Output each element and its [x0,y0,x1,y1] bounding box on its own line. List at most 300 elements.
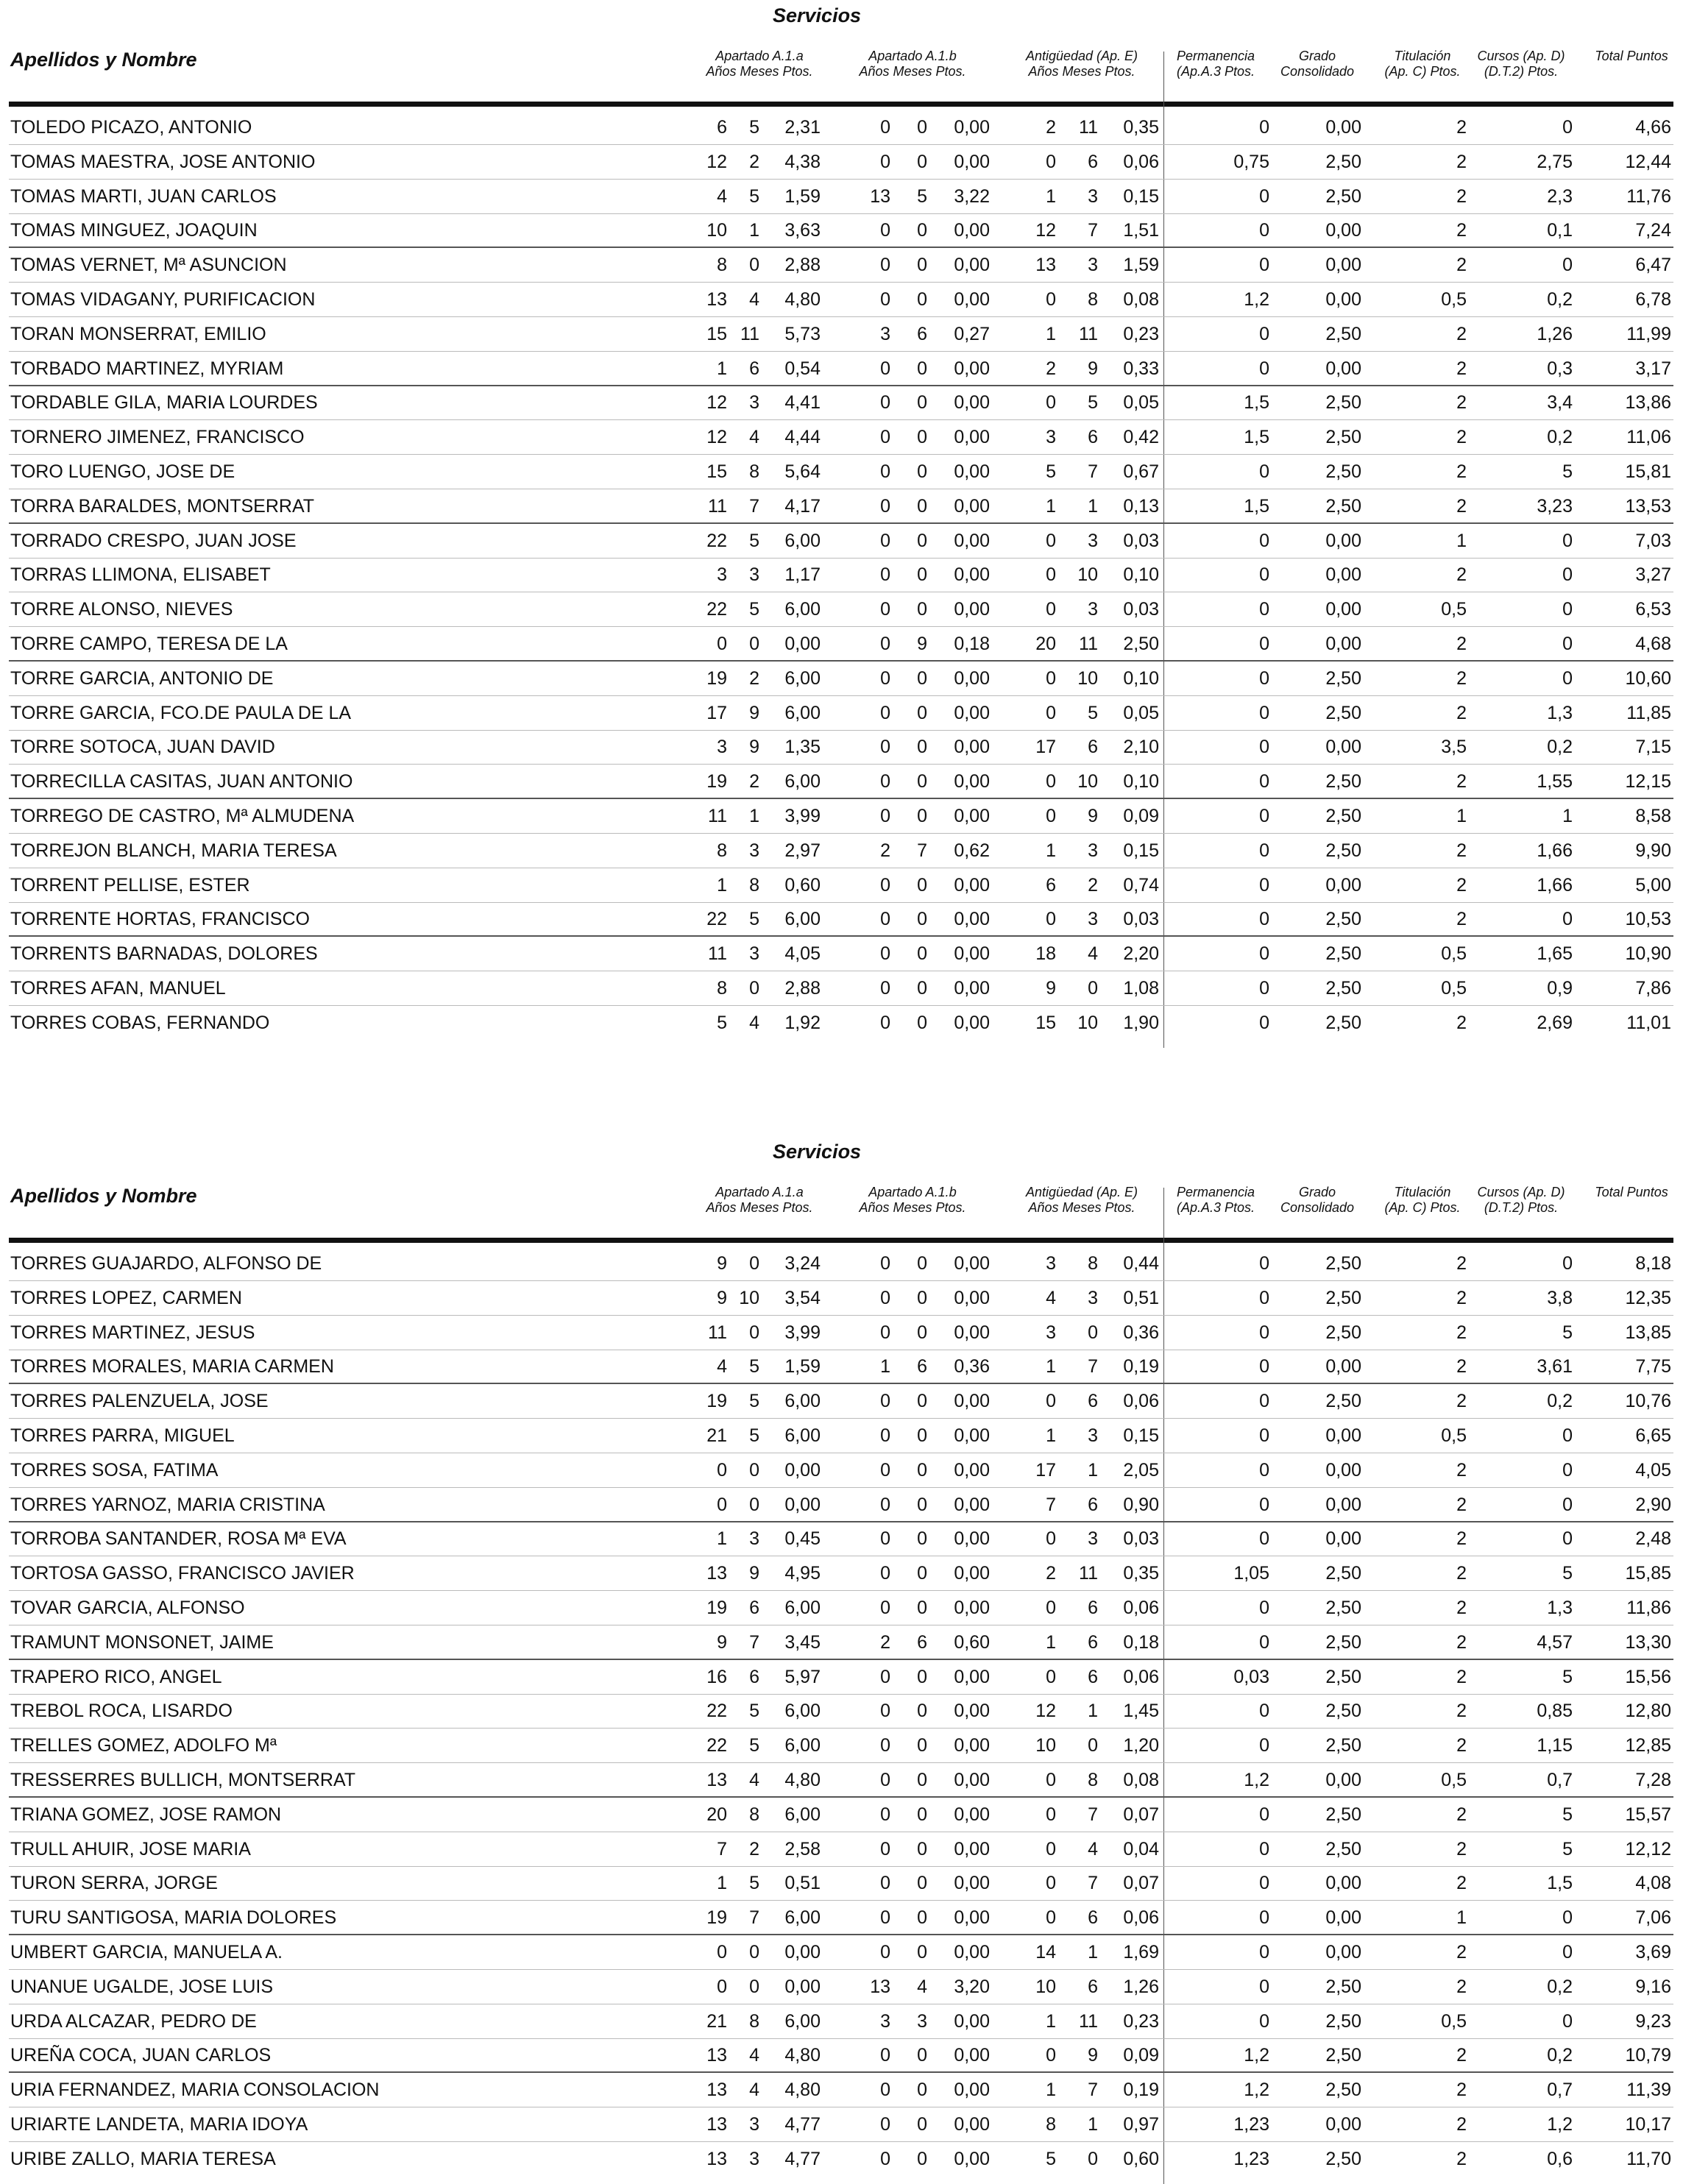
a1b-points: 0,00 [954,1528,990,1550]
permanencia-points: 0 [1259,943,1269,965]
a1a-years: 22 [706,530,727,551]
grado-consolidado: 2,50 [1325,1976,1361,1997]
person-name: TURON SERRA, JORGE [10,1873,218,1894]
a1b-months: 0 [917,2080,927,2101]
a1b-points: 0,00 [954,1770,990,1790]
cursos-points: 0 [1562,117,1573,138]
a1a-months: 0 [749,1253,759,1274]
table-row [0,1453,1683,1488]
antiguedad-points: 0,23 [1123,323,1159,344]
antiguedad-years: 0 [1046,1838,1056,1859]
a1a-points: 2,88 [784,978,821,999]
a1a-months: 3 [749,1528,759,1550]
person-name: TORRE ALONSO, NIEVES [10,599,233,620]
a1b-years: 2 [880,1631,890,1653]
antiguedad-points: 0,08 [1123,1770,1159,1790]
person-name: TORREJON BLANCH, MARIA TERESA [10,840,337,861]
a1a-months: 3 [749,2114,759,2135]
permanencia-points: 0 [1259,2010,1269,2032]
antiguedad-years: 10 [1035,1735,1056,1756]
a1b-years: 0 [880,874,890,896]
total-points: 15,56 [1625,1666,1671,1687]
antiguedad-points: 2,50 [1123,634,1159,654]
cursos-points: 5 [1562,1838,1573,1859]
a1a-points: 0,00 [784,1459,821,1481]
a1a-points: 4,80 [784,2045,821,2066]
titulacion-points: 2 [1456,461,1467,482]
antiguedad-points: 1,59 [1123,255,1159,276]
a1b-points: 0,00 [954,255,990,276]
titulacion-points: 2 [1456,1804,1467,1825]
a1a-months: 8 [749,1804,759,1825]
permanencia-points: 0 [1259,806,1269,826]
total-points: 15,85 [1625,1563,1671,1584]
table-row [0,213,1683,248]
titulacion-points: 2 [1456,874,1467,896]
antiguedad-years: 0 [1046,1666,1056,1687]
a1b-years: 0 [880,737,890,758]
a1b-points: 0,00 [954,2010,990,2032]
a1b-points: 0,00 [954,978,990,999]
permanencia-points: 0 [1259,874,1269,896]
antiguedad-months: 9 [1088,806,1098,826]
a1a-years: 19 [706,1598,727,1618]
a1a-points: 0,00 [784,1494,821,1515]
cursos-points: 3,8 [1547,1287,1573,1308]
table-row [0,1935,1683,1970]
antiguedad-points: 0,15 [1123,185,1159,207]
cursos-points: 1,66 [1537,874,1573,896]
person-name: TORRE SOTOCA, JUAN DAVID [10,737,275,758]
person-name: TORRES GUAJARDO, ALFONSO DE [10,1253,322,1274]
header-grado-line: Grado [1298,1185,1336,1199]
a1a-points: 1,59 [784,1356,821,1378]
antiguedad-months: 8 [1088,1770,1098,1790]
grado-consolidado: 0,00 [1325,289,1361,310]
cursos-points: 0,7 [1547,1770,1573,1790]
cursos-points: 1,26 [1537,323,1573,344]
total-points: 10,76 [1625,1391,1671,1412]
a1a-points: 4,80 [784,2080,821,2101]
titulacion-points: 2 [1456,840,1467,861]
a1a-years: 1 [717,1873,727,1894]
antiguedad-points: 1,51 [1123,220,1159,241]
header-a1a-line: Apartado A.1.a [715,1185,804,1199]
a1b-points: 0,00 [954,599,990,620]
grado-consolidado: 2,50 [1325,702,1361,723]
a1b-years: 3 [880,2010,890,2032]
cursos-points: 0 [1562,564,1573,586]
total-points: 7,86 [1635,978,1671,999]
antiguedad-years: 0 [1046,392,1056,414]
a1a-years: 22 [706,1735,727,1756]
antiguedad-months: 11 [1079,634,1098,654]
total-points: 9,16 [1635,1976,1671,1997]
permanencia-points: 0 [1259,564,1269,586]
a1a-years: 1 [717,1528,727,1550]
antiguedad-months: 5 [1088,392,1098,414]
a1b-years: 0 [880,634,890,654]
a1a-points: 1,35 [784,737,821,758]
a1a-points: 3,45 [784,1631,821,1653]
total-points: 11,06 [1626,427,1671,448]
grado-consolidado: 2,50 [1325,771,1361,793]
a1a-points: 4,44 [784,427,821,448]
grado-consolidado: 2,50 [1325,495,1361,517]
antiguedad-years: 5 [1046,2148,1056,2169]
titulacion-points: 2 [1456,1322,1467,1343]
a1a-points: 0,45 [784,1528,821,1550]
grado-consolidado: 2,50 [1325,2080,1361,2101]
a1a-months: 2 [749,1838,759,1859]
a1a-years: 4 [717,185,727,207]
antiguedad-years: 0 [1046,702,1056,723]
antiguedad-years: 0 [1046,771,1056,793]
grado-consolidado: 2,50 [1325,667,1361,689]
permanencia-points: 0,03 [1233,1666,1269,1687]
person-name: TORBADO MARTINEZ, MYRIAM [10,358,284,379]
a1b-months: 0 [917,1563,927,1584]
antiguedad-points: 0,60 [1123,2148,1159,2169]
cursos-points: 5 [1562,461,1573,482]
person-name: TORRES PARRA, MIGUEL [10,1425,235,1446]
cursos-points: 1,3 [1547,1598,1573,1618]
table-row [0,2038,1683,2073]
antiguedad-years: 2 [1046,117,1056,138]
antiguedad-points: 0,74 [1123,874,1159,896]
grado-consolidado: 2,50 [1325,1287,1361,1308]
header-grado-line: Consolidado [1280,1200,1355,1215]
header-a1a-line: Años Meses Ptos. [706,64,813,79]
a1a-months: 5 [749,1701,759,1722]
a1b-months: 0 [917,427,927,448]
permanencia-points: 0 [1259,702,1269,723]
total-points: 8,58 [1635,806,1671,826]
permanencia-points: 0 [1259,530,1269,551]
a1b-years: 0 [880,1942,890,1963]
a1b-points: 0,00 [954,289,990,310]
cursos-points: 1,15 [1537,1735,1573,1756]
cursos-points: 3,23 [1537,495,1573,517]
grado-consolidado: 2,50 [1325,978,1361,999]
a1b-months: 0 [917,1907,927,1929]
antiguedad-years: 12 [1035,1701,1056,1722]
cursos-points: 0 [1562,1459,1573,1481]
person-name: TORRES YARNOZ, MARIA CRISTINA [10,1494,325,1515]
table-row [0,1625,1683,1660]
antiguedad-years: 0 [1046,1770,1056,1790]
total-points: 4,66 [1635,117,1671,138]
grado-consolidado: 2,50 [1325,392,1361,414]
person-name: TRIANA GOMEZ, JOSE RAMON [10,1804,282,1825]
cursos-points: 0 [1562,1907,1573,1929]
total-points: 6,47 [1635,255,1671,276]
grado-consolidado: 2,50 [1325,2148,1361,2169]
a1b-points: 0,00 [954,151,990,172]
titulacion-points: 2 [1456,1528,1467,1550]
permanencia-points: 0 [1259,1425,1269,1446]
a1a-points: 3,24 [784,1253,821,1274]
a1b-years: 1 [880,1356,890,1378]
antiguedad-months: 8 [1088,1253,1098,1274]
table-row [0,1316,1683,1350]
total-points: 13,30 [1625,1631,1671,1653]
a1b-years: 0 [880,1528,890,1550]
a1b-months: 6 [917,1631,927,1653]
a1b-months: 0 [917,806,927,826]
grado-consolidado: 0,00 [1325,1942,1361,1963]
antiguedad-months: 3 [1088,909,1098,930]
cursos-points: 0,2 [1547,1976,1573,1997]
antiguedad-months: 6 [1088,1598,1098,1618]
table-section [0,0,1683,1045]
cursos-points: 5 [1562,1666,1573,1687]
titulacion-points: 2 [1456,564,1467,586]
a1b-points: 0,00 [954,1942,990,1963]
a1b-points: 0,00 [954,874,990,896]
person-name: TORNERO JIMENEZ, FRANCISCO [10,427,305,448]
antiguedad-points: 0,07 [1123,1873,1159,1894]
antiguedad-months: 11 [1079,323,1098,344]
total-points: 13,53 [1625,495,1671,517]
antiguedad-years: 2 [1046,358,1056,379]
a1a-years: 0 [717,1459,727,1481]
a1b-points: 3,20 [954,1976,990,1997]
antiguedad-points: 2,10 [1123,737,1159,758]
a1a-months: 7 [749,1907,759,1929]
titulacion-points: 2 [1456,1701,1467,1722]
a1b-months: 0 [917,151,927,172]
antiguedad-months: 11 [1079,2010,1098,2032]
permanencia-points: 0 [1259,1907,1269,1929]
grado-consolidado: 0,00 [1325,1907,1361,1929]
antiguedad-years: 1 [1046,2080,1056,2101]
antiguedad-months: 10 [1077,667,1098,689]
cursos-points: 0,3 [1547,358,1573,379]
person-name: TORRA BARALDES, MONTSERRAT [10,495,315,517]
table-row [0,1522,1683,1556]
a1b-years: 0 [880,2114,890,2135]
a1a-years: 8 [717,978,727,999]
antiguedad-points: 0,51 [1123,1287,1159,1308]
a1b-years: 0 [880,1666,890,1687]
titulacion-points: 2 [1456,1838,1467,1859]
titulacion-points: 2 [1456,427,1467,448]
permanencia-points: 0 [1259,1459,1269,1481]
a1b-years: 0 [880,943,890,965]
a1b-points: 0,00 [954,1666,990,1687]
a1a-points: 0,60 [784,874,821,896]
a1b-points: 0,00 [954,1253,990,1274]
antiguedad-points: 0,67 [1123,461,1159,482]
total-points: 7,24 [1635,220,1671,241]
antiguedad-points: 0,05 [1123,392,1159,414]
a1b-points: 0,00 [954,1873,990,1894]
grado-consolidado: 2,50 [1325,1631,1361,1653]
antiguedad-years: 20 [1035,634,1056,654]
a1b-years: 0 [880,1838,890,1859]
a1a-points: 6,00 [784,1391,821,1412]
antiguedad-months: 6 [1088,427,1098,448]
titulacion-points: 2 [1456,1494,1467,1515]
antiguedad-years: 0 [1046,599,1056,620]
a1a-months: 3 [749,564,759,586]
permanencia-points: 0 [1259,255,1269,276]
grado-consolidado: 0,00 [1325,220,1361,241]
a1b-months: 0 [917,874,927,896]
total-points: 7,06 [1635,1907,1671,1929]
person-name: TORO LUENGO, JOSE DE [10,461,235,482]
antiguedad-months: 3 [1088,255,1098,276]
person-name: TOMAS VIDAGANY, PURIFICACION [10,289,316,310]
grado-consolidado: 2,50 [1325,1598,1361,1618]
a1a-years: 9 [717,1253,727,1274]
antiguedad-years: 1 [1046,185,1056,207]
cursos-points: 0,85 [1537,1701,1573,1722]
antiguedad-years: 2 [1046,1563,1056,1584]
a1a-years: 15 [706,323,727,344]
permanencia-points: 0 [1259,1287,1269,1308]
a1a-months: 8 [749,874,759,896]
table-row [0,1866,1683,1901]
titulacion-points: 0,5 [1441,289,1467,310]
a1b-months: 0 [917,1322,927,1343]
a1b-months: 0 [917,943,927,965]
person-name: TRULL AHUIR, JOSE MARIA [10,1838,251,1859]
antiguedad-points: 0,08 [1123,289,1159,310]
a1a-points: 4,41 [784,392,821,414]
grado-consolidado: 0,00 [1325,2114,1361,2135]
antiguedad-points: 1,26 [1123,1976,1159,1997]
grado-consolidado: 0,00 [1325,634,1361,654]
a1a-points: 3,99 [784,806,821,826]
permanencia-points: 0 [1259,1253,1269,1274]
a1b-months: 0 [917,2148,927,2169]
a1a-years: 13 [706,2045,727,2066]
a1b-months: 6 [917,1356,927,1378]
header-titul-line: Titulación [1394,1185,1451,1199]
antiguedad-points: 0,05 [1123,702,1159,723]
antiguedad-years: 17 [1035,737,1056,758]
person-name: URIARTE LANDETA, MARIA IDOYA [10,2114,308,2135]
total-points: 12,35 [1625,1287,1671,1308]
a1b-points: 0,00 [954,2045,990,2066]
table-row [0,592,1683,627]
permanencia-points: 0 [1259,1528,1269,1550]
table-row [0,283,1683,317]
titulacion-points: 2 [1456,495,1467,517]
permanencia-points: 0 [1259,1942,1269,1963]
cursos-points: 2,3 [1547,185,1573,207]
a1b-points: 0,00 [954,427,990,448]
a1a-points: 0,54 [784,358,821,379]
cursos-points: 0 [1562,2010,1573,2032]
a1b-years: 0 [880,1735,890,1756]
antiguedad-points: 0,44 [1123,1253,1159,1274]
permanencia-points: 0 [1259,220,1269,241]
antiguedad-points: 0,23 [1123,2010,1159,2032]
grado-consolidado: 0,00 [1325,1873,1361,1894]
total-points: 4,68 [1635,634,1671,654]
a1b-months: 5 [917,185,927,207]
antiguedad-years: 10 [1035,1976,1056,1997]
header-a1b [824,49,1001,79]
a1b-points: 0,00 [954,358,990,379]
table-row [0,558,1683,592]
antiguedad-months: 9 [1088,358,1098,379]
table-row [0,1488,1683,1522]
a1a-points: 5,73 [784,323,821,344]
titulacion-points: 2 [1456,323,1467,344]
titulacion-points: 2 [1456,151,1467,172]
grado-consolidado: 2,50 [1325,806,1361,826]
total-points: 6,78 [1635,289,1671,310]
a1b-years: 2 [880,840,890,861]
table-row [0,420,1683,455]
cursos-points: 0 [1562,1425,1573,1446]
table-row [0,1006,1683,1040]
permanencia-points: 1,23 [1233,2148,1269,2169]
permanencia-points: 1,2 [1244,2080,1269,2101]
total-points: 7,28 [1635,1770,1671,1790]
a1b-years: 0 [880,117,890,138]
antiguedad-points: 0,97 [1123,2114,1159,2135]
total-points: 11,01 [1626,1012,1671,1033]
header-cursos-line: (D.T.2) Ptos. [1484,1200,1559,1215]
cursos-points: 0 [1562,634,1573,654]
titulacion-points: 2 [1456,255,1467,276]
a1b-points: 0,00 [954,2148,990,2169]
antiguedad-points: 0,35 [1123,1563,1159,1584]
a1a-months: 5 [749,185,759,207]
antiguedad-years: 0 [1046,909,1056,930]
person-name: UMBERT GARCIA, MANUELA A. [10,1942,283,1963]
antiguedad-years: 0 [1046,1598,1056,1618]
permanencia-points: 0 [1259,1631,1269,1653]
a1a-months: 2 [749,151,759,172]
a1b-months: 0 [917,1735,927,1756]
cursos-points: 0,7 [1547,2080,1573,2101]
permanencia-points: 0 [1259,358,1269,379]
a1a-months: 11 [740,323,759,344]
a1a-points: 0,51 [784,1873,821,1894]
a1b-points: 0,00 [954,220,990,241]
a1b-points: 0,18 [954,634,990,654]
a1b-years: 0 [880,1804,890,1825]
antiguedad-years: 0 [1046,564,1056,586]
a1a-years: 22 [706,909,727,930]
a1a-months: 9 [749,737,759,758]
a1a-months: 5 [749,530,759,551]
a1b-years: 0 [880,1701,890,1722]
antiguedad-years: 0 [1046,2045,1056,2066]
a1a-years: 17 [706,702,727,723]
a1b-years: 0 [880,1459,890,1481]
antiguedad-months: 1 [1088,1942,1098,1963]
a1a-points: 6,00 [784,2010,821,2032]
person-name: TORRECILLA CASITAS, JUAN ANTONIO [10,771,353,793]
person-name: TOVAR GARCIA, ALFONSO [10,1598,245,1618]
a1b-years: 0 [880,1770,890,1790]
antiguedad-months: 1 [1088,1459,1098,1481]
a1a-points: 1,92 [784,1012,821,1033]
header-total-line: Total Puntos [1595,49,1668,63]
header-rule [9,102,1673,107]
antiguedad-months: 3 [1088,1287,1098,1308]
grado-consolidado: 0,00 [1325,599,1361,620]
permanencia-points: 1,5 [1244,495,1269,517]
header-antig-line: Antigüedad (Ap. E) [1025,49,1138,63]
